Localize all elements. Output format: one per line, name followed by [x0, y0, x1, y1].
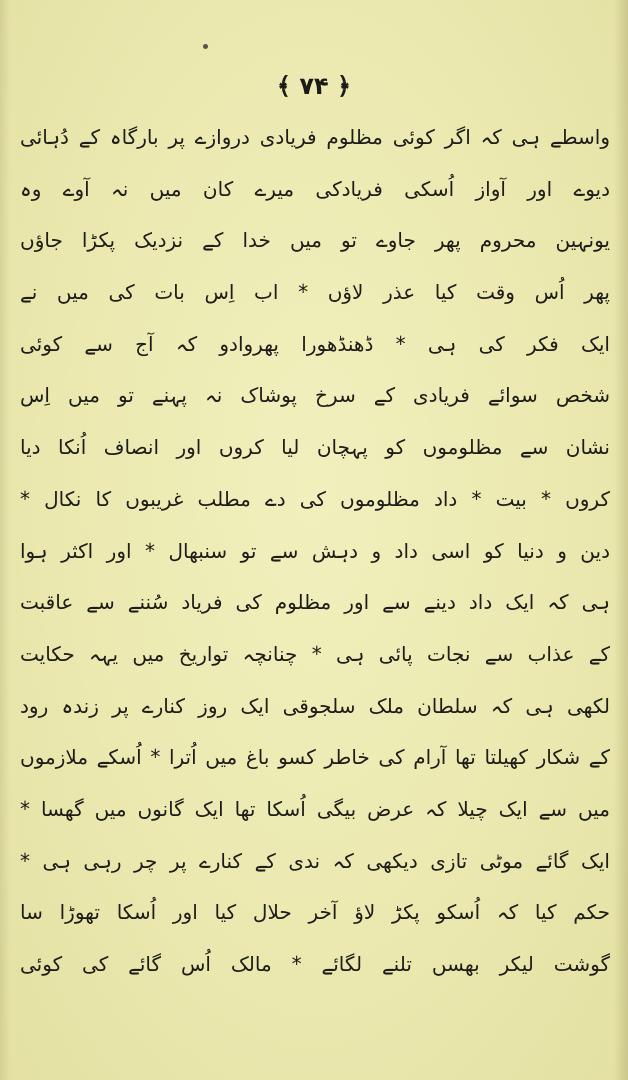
text-line: کے عذاب سے نجات پائی ہی * چنانچہ تواریخ میں یہہ حکایت — [20, 641, 610, 666]
ink-speck — [203, 44, 208, 49]
text-line: ایک فکر کی ہی * ڈھنڈھورا پھروادو کہ آج سے کوئی — [20, 331, 610, 356]
text-line: شخص سوائے فریادی کے سرخ پوشاک نہ پہنے تو میں اِس — [20, 383, 610, 408]
page-number: ﴿ ۷۴ ﴾ — [276, 72, 352, 100]
text-line: دین و دنیا کو اسی داد و دہش سے تو سنبھال * اور اکثر ہوا — [20, 538, 610, 563]
text-line: میں سے ایک چیلا کہ عرض بیگی اُسکا تھا ایک گانوں میں گھسا * — [20, 796, 610, 821]
page-left-shadow — [0, 0, 10, 1080]
page-edge-shadow — [614, 0, 628, 1080]
text-line: کروں * بیت * داد مظلوموں کی دے مطلب غریبوں کا نکال * — [20, 486, 610, 511]
text-line: کے شکار کھیلتا تھا آرام کی خاطر کسو باغ میں اُترا * اُسکے ملازموں — [20, 745, 610, 770]
text-line: پھر اُس وقت کیا عذر لاؤں * اب اِس بات کی میں نے — [20, 280, 610, 305]
text-line: ایک گائے موٹی تازی دیکھی کہ ندی کے کنارے پر چر رہی ہی * — [20, 848, 610, 873]
text-line: دیوے اور آواز اُسکی فریادکی میرے کان میں نہ آوے وہ — [20, 176, 610, 201]
text-line: نشان سے مظلوموں کو پہچان لیا کروں اور انصاف اُنکا دیا — [20, 435, 610, 460]
text-line: واسطے ہی کہ اگر کوئی مظلوم فریادی دروازے پر بارگاہ کے دُہائی — [20, 125, 610, 149]
text-line: گوشت لیکر بھسں تلنے لگائے * مالک اُس گائے کی کوئی — [20, 952, 610, 976]
text-line: حکم کیا کہ اُسکو پکڑ لاؤ آخر حلال کیا اور اُسکا تھوڑا سا — [20, 900, 610, 925]
text-line: لکھی ہی کہ سلطان ملک سلجوقی ایک روز کنارے پر زندہ رود — [20, 693, 610, 718]
text-line: یونہین محروم پھر جاوے تو میں خدا کے نزدیک پکڑا جاؤں — [20, 228, 610, 253]
text-line: ہی کہ ایک داد دینے سے اور مظلوم کی فریاد سُننے سے عاقبت — [20, 590, 610, 615]
body-text — [20, 112, 610, 991]
